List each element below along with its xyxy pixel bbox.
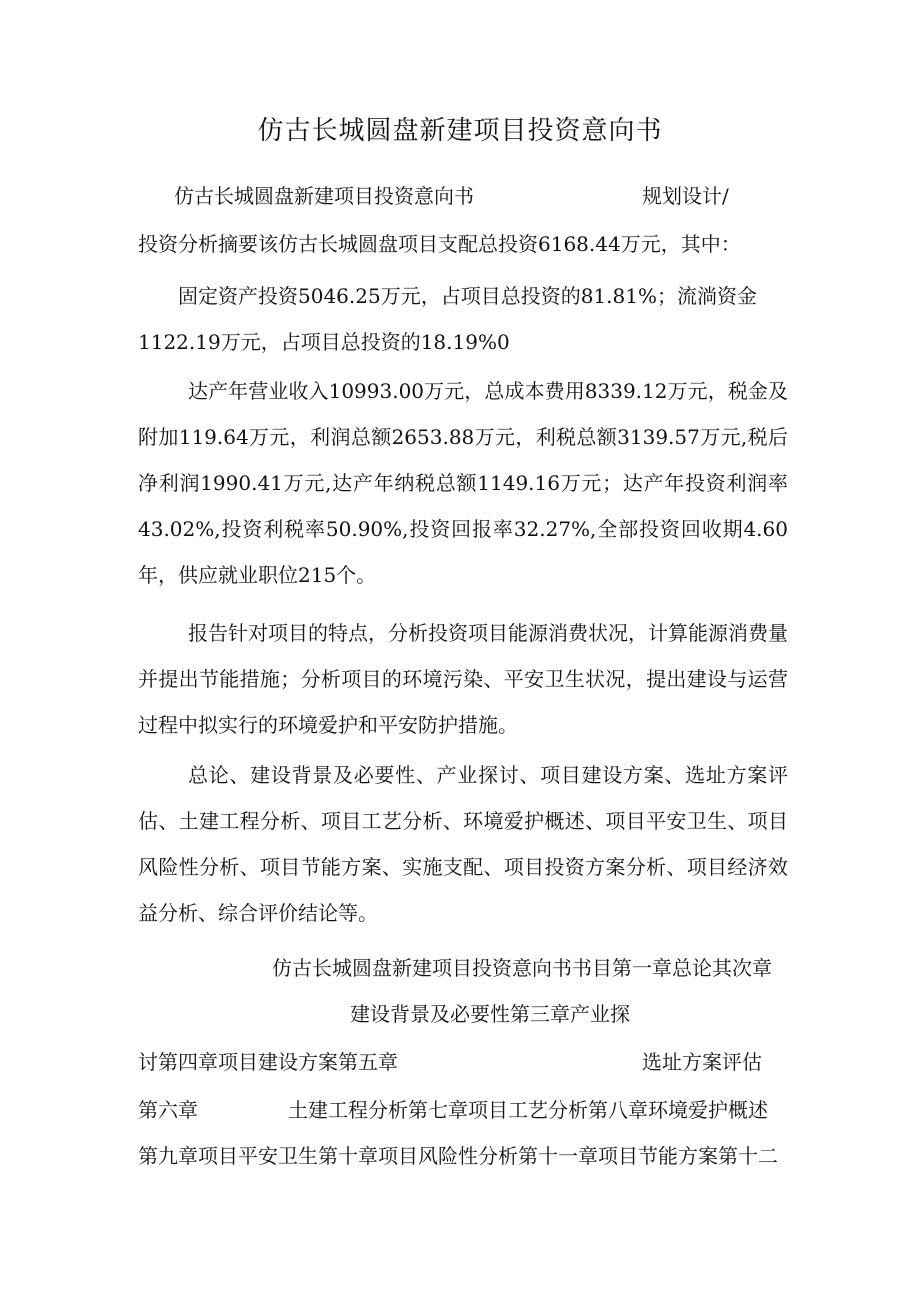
fixed-assets-line-1: 固定资产投资5046.25万元，占项目总投资的81.81%；流淌资金 <box>178 284 757 308</box>
toc-line-5: 第九章项目平安卫生第十章项目风险性分析第十一章项目节能方案第十二 <box>138 1144 778 1168</box>
energy-paragraph: 报告针对项目的特点，分析投资项目能源消费状况，计算能源消费量并提出节能措施；分析项目的环境污染、平安卫生状况，提出建设与运营过程中拟实行的环境爱护和平安防护措施。 <box>138 621 788 737</box>
toc-line-3-left: 讨第四章项目建设方案第五章 <box>138 1050 398 1074</box>
toc-line-1: 仿古长城圆盘新建项目投资意向书书目第一章总论其次章 <box>272 956 772 980</box>
header-line-left: 仿古长城圆盘新建项目投资意向书 <box>174 184 474 208</box>
toc-line-4-left: 第六章 <box>138 1098 198 1122</box>
toc-line-3-right: 选址方案评估 <box>642 1050 762 1074</box>
revenue-paragraph: 达产年营业收入10993.00万元，总成本费用8339.12万元，税金及附加119.64万元，利润总额2653.88万元，利税总额3139.57万元,税后净利润1990.41万元,达产年纳税总额1149.16万元；达产年投资利润率43.02%,投资利税率50.90%,投资回报率32.27%,全部投资回收期4.60年，供应就业职位215个。 <box>138 379 788 587</box>
document-title: 仿古长城圆盘新建项目投资意向书 <box>257 116 663 146</box>
fixed-assets-line-2: 1122.19万元，占项目总投资的18.19%0 <box>138 330 510 354</box>
toc-line-4-right: 土建工程分析第七章项目工艺分析第八章环境爱护概述 <box>288 1098 768 1122</box>
toc-line-2: 建设背景及必要性第三章产业探 <box>350 1002 630 1026</box>
contents-paragraph: 总论、建设背景及必要性、产业探讨、项目建设方案、选址方案评估、土建工程分析、项目工艺分析、环境爱护概述、项目平安卫生、项目风险性分析、项目节能方案、实施支配、项目投资方案分析、项目经济效益分析、综合评价结论等。 <box>138 763 788 925</box>
header-line-right: 规划设计/ <box>642 184 729 208</box>
summary-intro: 投资分析摘要该仿古长城圆盘项目支配总投资6168.44万元，其中： <box>138 232 741 256</box>
